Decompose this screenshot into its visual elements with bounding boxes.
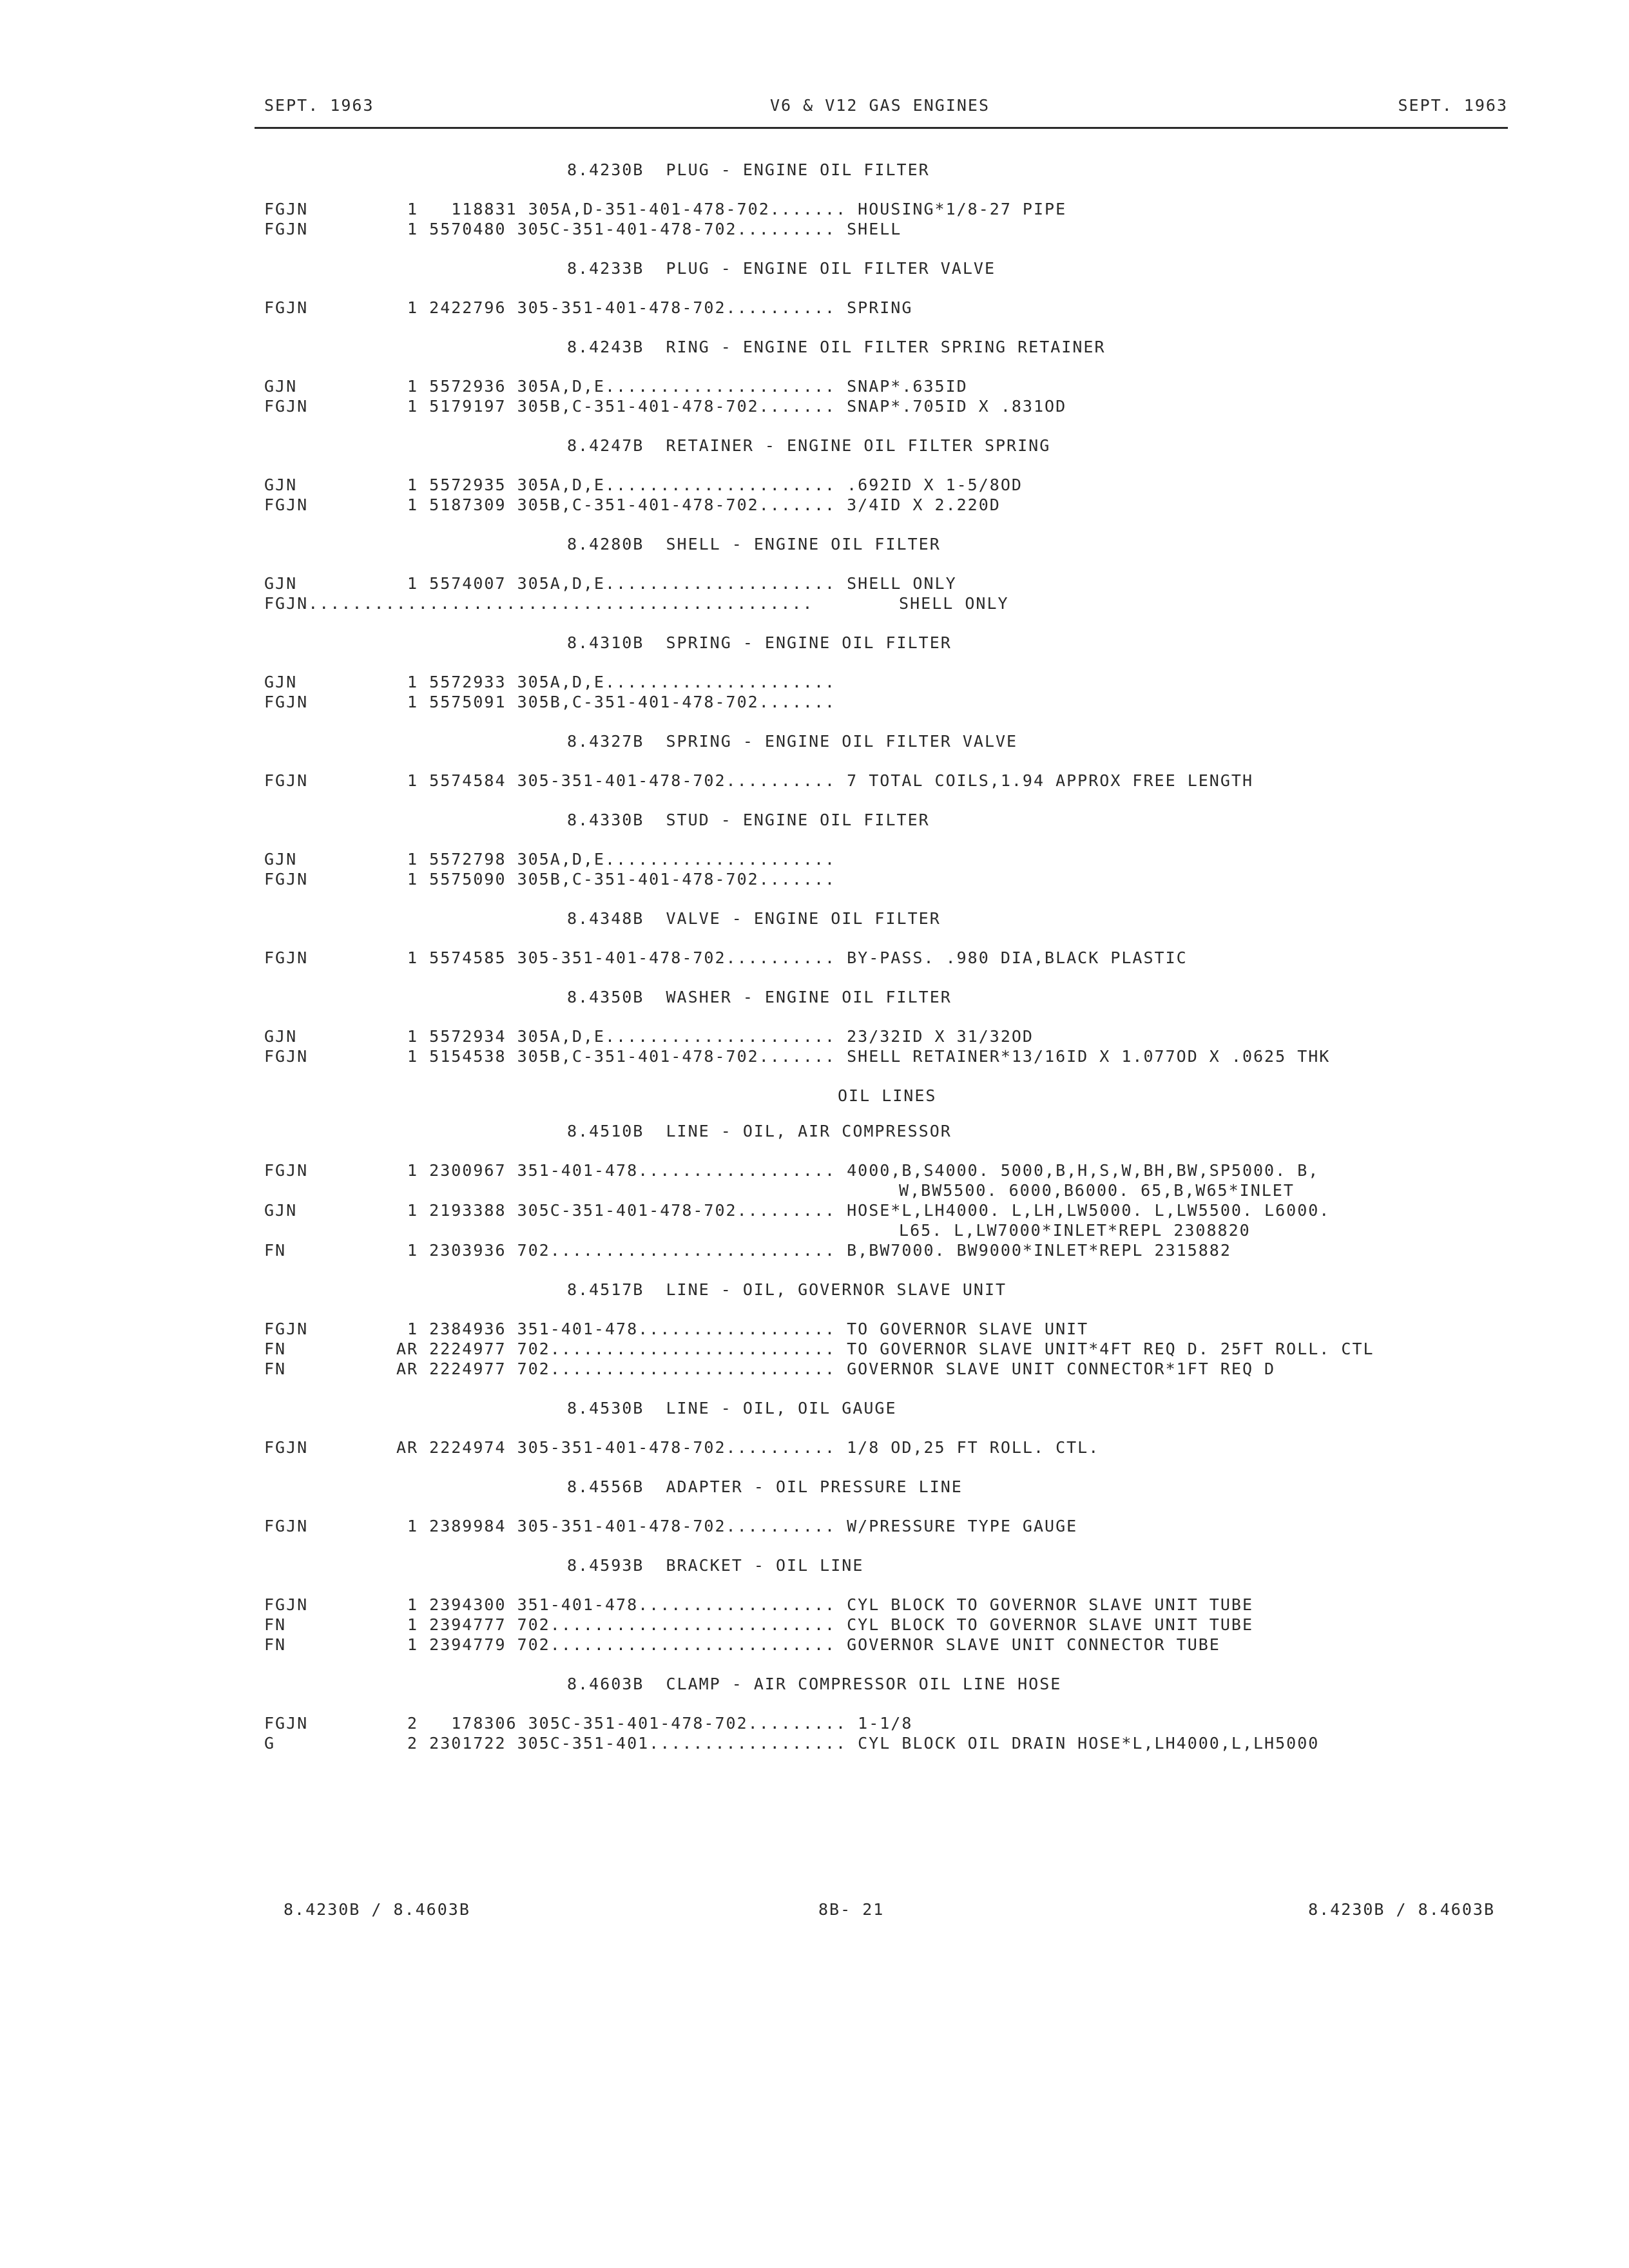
part-row [264,1437,1489,1457]
part-row [264,573,1489,593]
part-row [264,1046,1489,1066]
part-row [264,1240,1489,1260]
part-entry: 1 5187309 305B,C-351-401-478-702....... 3/4ID X 2.220D [396,495,1001,514]
part-row [264,1026,1489,1046]
part-row [264,219,1489,239]
part-entry: AR 2224974 305-351-401-478-702.......... 1/8 OD,25 FT ROLL. CTL. [396,1438,1100,1457]
part-row [264,1180,1489,1200]
part-row [264,1200,1489,1220]
parts-section [264,1280,1489,1379]
section-title: 8.4330B STUD - ENGINE OIL FILTER [567,811,930,829]
model-codes: GJN [264,850,298,869]
parts-rows [264,1160,1489,1260]
part-entry: 1 5570480 305C-351-401-478-702......... SHELL [396,220,902,238]
parts-rows [264,1595,1489,1655]
section-title: 8.4247B RETAINER - ENGINE OIL FILTER SPRING [567,436,1051,455]
part-row [264,396,1489,416]
parts-list [264,160,1489,1773]
parts-section [264,1121,1489,1260]
section-title: 8.4530B LINE - OIL, OIL GAUGE [567,1399,897,1418]
section-title: 8.4510B LINE - OIL, AIR COMPRESSOR [567,1122,952,1140]
model-codes: FN [264,1241,287,1260]
parts-section [264,436,1489,515]
model-codes: FGJN [264,948,309,967]
part-row [264,1160,1489,1180]
model-codes: FGJN [264,495,309,514]
part-row [264,1516,1489,1536]
part-entry: 1 5572936 305A,D,E..................... SNAP*.635ID [396,377,968,396]
model-codes: FGJN [264,693,309,711]
part-row [264,199,1489,219]
part-entry: 1 5575091 305B,C-351-401-478-702....... [396,693,836,711]
model-codes: FGJN [264,298,309,317]
model-codes: FGJN [264,220,309,238]
part-entry: 1 5572933 305A,D,E..................... [396,673,836,691]
part-entry: 2 178306 305C-351-401-478-702......... 1-1/8 [396,1714,913,1733]
part-entry: AR 2224977 702.......................... TO GOVERNOR SLAVE UNIT*4FT REQ D. 25FT ROLL. CTL [396,1340,1374,1358]
parts-rows [264,475,1489,515]
part-row [264,1595,1489,1615]
part-row [264,376,1489,396]
model-codes: FGJN.............................................. [264,594,814,613]
part-entry: 1 2389984 305-351-401-478-702.......... W/PRESSURE TYPE GAUGE [396,1517,1078,1535]
part-entry: 1 2300967 351-401-478.................. 4000,B,S4000. 5000,B,H,S,W,BH,BW,SP5000. B, [396,1161,1320,1180]
model-codes: FGJN [264,1047,309,1066]
model-codes: G [264,1734,276,1753]
header-title: V6 & V12 GAS ENGINES [770,96,990,115]
model-codes: FGJN [264,1517,309,1535]
model-codes: GJN [264,673,298,691]
part-row [264,771,1489,791]
part-entry: 1 5574585 305-351-401-478-702.......... BY-PASS. .980 DIA,BLACK PLASTIC [396,948,1188,967]
part-entry: 1 5572934 305A,D,E..................... 23/32ID X 31/32OD [396,1027,1034,1046]
parts-section [264,731,1489,791]
parts-section [264,160,1489,239]
footer-range-left: 8.4230B / 8.4603B [284,1900,470,1919]
parts-section [264,1674,1489,1753]
parts-rows [264,199,1489,239]
part-row [264,1615,1489,1635]
model-codes: FGJN [264,1714,309,1733]
page-footer [284,1899,1495,1925]
parts-rows [264,298,1489,318]
part-entry: 1 2422796 305-351-401-478-702.......... SPRING [396,298,913,317]
part-entry: 1 5154538 305B,C-351-401-478-702....... SHELL RETAINER*13/16ID X 1.077OD X .0625 THK [396,1047,1331,1066]
model-codes: GJN [264,476,298,494]
model-codes: FGJN [264,397,309,416]
parts-rows [264,1319,1489,1379]
parts-rows [264,672,1489,712]
parts-rows [264,376,1489,416]
parts-rows [264,948,1489,968]
part-row [264,1220,1489,1240]
parts-rows [264,1713,1489,1753]
part-entry: 2 2301722 305C-351-401.................. CYL BLOCK OIL DRAIN HOSE*L,LH4000,L,LH5000 [396,1734,1320,1753]
section-title: 8.4348B VALVE - ENGINE OIL FILTER [567,909,941,928]
parts-section [264,987,1489,1066]
part-entry: 1 5574584 305-351-401-478-702.......... 7 TOTAL COILS,1.94 APPROX FREE LENGTH [396,771,1253,790]
page-header [264,95,1508,121]
parts-rows [264,1516,1489,1536]
group-heading: OIL LINES [838,1086,937,1105]
model-codes: GJN [264,377,298,396]
part-entry: 1 5572798 305A,D,E..................... [396,850,836,869]
part-row [264,298,1489,318]
part-row [264,495,1489,515]
part-entry: 1 5179197 305B,C-351-401-478-702....... SNAP*.705ID X .831OD [396,397,1067,416]
model-codes: FN [264,1360,287,1378]
part-row [264,948,1489,968]
model-codes: FGJN [264,1320,309,1338]
part-row [264,1319,1489,1339]
model-codes: FGJN [264,1438,309,1457]
part-entry: 1 2384936 351-401-478.................. TO GOVERNOR SLAVE UNIT [396,1320,1089,1338]
section-title: 8.4517B LINE - OIL, GOVERNOR SLAVE UNIT [567,1280,1007,1299]
part-row [264,1339,1489,1359]
header-rule [255,127,1508,129]
footer-range-right: 8.4230B / 8.4603B [1308,1900,1495,1919]
section-title: 8.4603B CLAMP - AIR COMPRESSOR OIL LINE HOSE [567,1675,1062,1693]
section-title: 8.4233B PLUG - ENGINE OIL FILTER VALVE [567,259,996,278]
model-codes: FGJN [264,200,309,218]
section-title: 8.4310B SPRING - ENGINE OIL FILTER [567,633,952,652]
part-row [264,692,1489,712]
parts-section [264,1086,1489,1106]
section-title: 8.4243B RING - ENGINE OIL FILTER SPRING RETAINER [567,338,1106,356]
part-row [264,1635,1489,1655]
model-codes: FGJN [264,1595,309,1614]
parts-rows [264,1026,1489,1066]
part-row [264,1359,1489,1379]
part-entry: 1 2303936 702.......................... B,BW7000. BW9000*INLET*REPL 2315882 [396,1241,1231,1260]
part-entry: 1 118831 305A,D-351-401-478-702....... HOUSING*1/8-27 PIPE [396,200,1067,218]
model-codes: FGJN [264,771,309,790]
part-row [264,475,1489,495]
parts-rows [264,1437,1489,1457]
part-description: L65. L,LW7000*INLET*REPL 2308820 [888,1221,1251,1240]
part-entry: 1 2394777 702.......................... CYL BLOCK TO GOVERNOR SLAVE UNIT TUBE [396,1615,1253,1634]
parts-section [264,633,1489,712]
section-title: 8.4327B SPRING - ENGINE OIL FILTER VALVE [567,732,1018,751]
section-title: 8.4280B SHELL - ENGINE OIL FILTER [567,535,941,553]
model-codes: FN [264,1615,287,1634]
part-row [264,672,1489,692]
part-description: W,BW5500. 6000,B6000. 65,B,W65*INLET [888,1181,1295,1200]
part-description: SHELL ONLY [888,594,1009,613]
part-row [264,849,1489,869]
section-title: 8.4556B ADAPTER - OIL PRESSURE LINE [567,1477,963,1496]
model-codes: FN [264,1635,287,1654]
model-codes: FGJN [264,870,309,889]
parts-section [264,810,1489,889]
parts-section [264,534,1489,613]
parts-rows [264,771,1489,791]
header-date-left: SEPT. 1963 [264,96,374,115]
model-codes: FGJN [264,1161,309,1180]
part-entry: 1 2394779 702.......................... GOVERNOR SLAVE UNIT CONNECTOR TUBE [396,1635,1220,1654]
part-row [264,593,1489,613]
parts-section [264,908,1489,968]
part-entry: 1 5575090 305B,C-351-401-478-702....... [396,870,836,889]
model-codes: GJN [264,1027,298,1046]
parts-rows [264,573,1489,613]
part-entry: 1 2394300 351-401-478.................. CYL BLOCK TO GOVERNOR SLAVE UNIT TUBE [396,1595,1253,1614]
parts-section [264,1398,1489,1457]
part-row [264,869,1489,889]
section-title: 8.4350B WASHER - ENGINE OIL FILTER [567,988,952,1006]
part-row [264,1713,1489,1733]
footer-page-number: 8B- 21 [818,1900,885,1919]
model-codes: GJN [264,1201,298,1220]
parts-section [264,258,1489,318]
part-entry: 1 5574007 305A,D,E..................... SHELL ONLY [396,574,957,593]
part-entry: 1 5572935 305A,D,E..................... .692ID X 1-5/8OD [396,476,1023,494]
parts-rows [264,849,1489,889]
model-codes: FN [264,1340,287,1358]
part-row [264,1733,1489,1753]
part-entry: 1 2193388 305C-351-401-478-702......... HOSE*L,LH4000. L,LH,LW5000. L,LW5500. L6000. [396,1201,1331,1220]
section-title: 8.4593B BRACKET - OIL LINE [567,1556,864,1575]
parts-section [264,337,1489,416]
parts-section [264,1477,1489,1536]
parts-section [264,1555,1489,1655]
header-date-right: SEPT. 1963 [1398,96,1508,115]
section-title: 8.4230B PLUG - ENGINE OIL FILTER [567,160,930,179]
model-codes: GJN [264,574,298,593]
part-entry: AR 2224977 702.......................... GOVERNOR SLAVE UNIT CONNECTOR*1FT REQ D [396,1360,1276,1378]
